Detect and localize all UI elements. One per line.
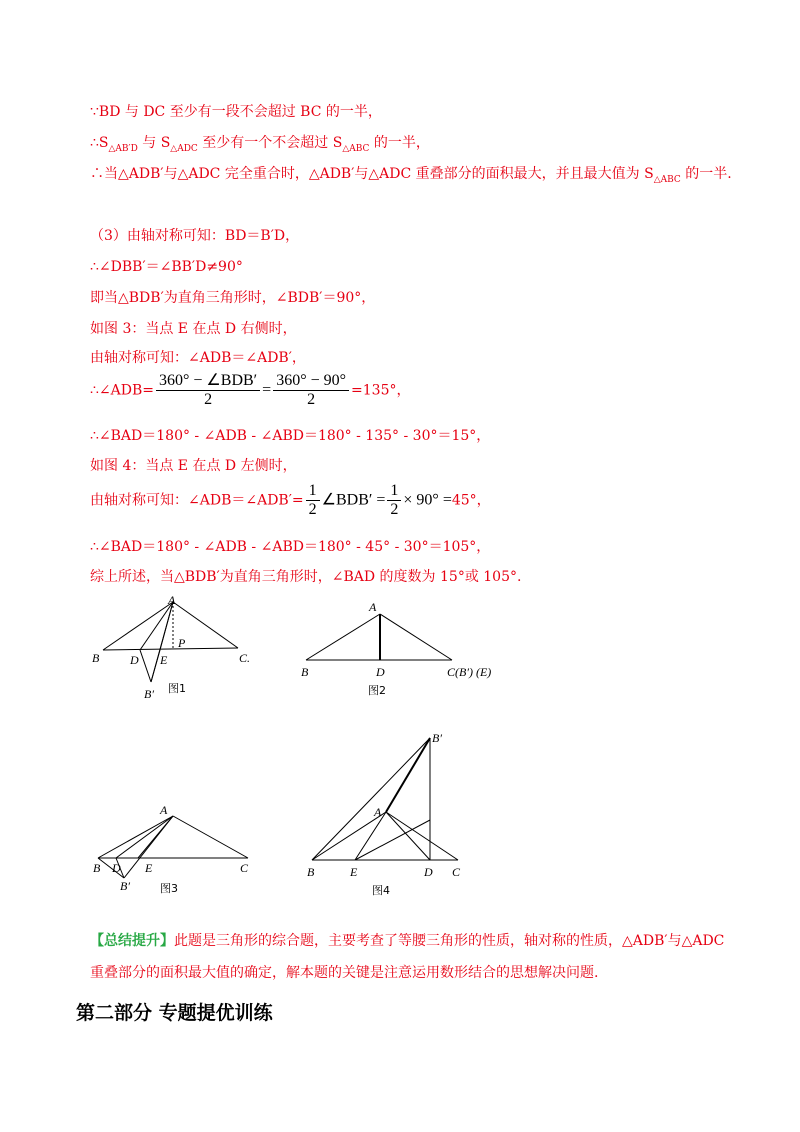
line-9a: ∴∠ADB= — [90, 382, 154, 399]
fig2-caption: 图2 — [368, 684, 386, 697]
fig2-label-B: B — [301, 665, 309, 679]
line-12-end: 45°， — [451, 492, 491, 509]
line-2a: ∴S — [90, 135, 109, 151]
fig4-label-D: D — [424, 865, 433, 879]
fig3-label-C: C — [240, 861, 249, 875]
fraction-1-den: 2 — [204, 391, 213, 408]
line-8: 由轴对称可知：∠ADB＝∠ADB′， — [90, 350, 306, 366]
fraction-3-num: 1 — [306, 482, 320, 501]
line-11: 如图 4：当点 E 在点 D 左侧时， — [90, 458, 297, 474]
line-1: ∵BD 与 DC 至少有一段不会超过 BC 的一半， — [90, 104, 382, 120]
figure-3 — [90, 796, 260, 906]
fig1-label-Bprime: B′ — [144, 687, 154, 701]
line-10: ∴∠BAD＝180° - ∠ADB - ∠ABD＝180° - 135° - 30°＝15°， — [90, 428, 491, 444]
line-2b: △AB′D — [108, 143, 138, 154]
line-12-times: × 90° = — [403, 491, 452, 509]
fraction-4 — [387, 482, 401, 519]
line-6: 即当△BDB′为直角三角形时，∠BDB′＝90°， — [90, 290, 376, 306]
line-3a: ∴当△ADB′与△ADC 完全重合时，△ADB′与△ADC 重叠部分的面积最大，并且最大值为 S — [90, 166, 654, 182]
line-9 — [90, 372, 410, 409]
fraction-4-num: 1 — [387, 482, 401, 501]
fig4-label-Bprime: B′ — [432, 731, 442, 745]
summary-paragraph — [90, 925, 730, 989]
fig1-label-E: E — [160, 653, 168, 667]
fig1-label-D: D — [130, 653, 139, 667]
line-2g: 的一半， — [369, 135, 430, 151]
line-12-mid: ∠BDB′ = — [321, 491, 386, 509]
line-7: 如图 3：当点 E 在点 D 右侧时， — [90, 321, 297, 337]
fraction-4-den: 2 — [390, 501, 399, 518]
fig1-label-B: B — [92, 651, 100, 665]
fraction-1-num: 360° − ∠BDB′ — [156, 372, 260, 391]
section-title: 第二部分 专题提优训练 — [76, 1002, 273, 1024]
fig1-label-A: A — [168, 593, 176, 607]
fraction-2-num: 360° − 90° — [273, 372, 349, 391]
fig1-label-C: C. — [239, 651, 251, 665]
fraction-1 — [156, 372, 260, 409]
line-3b: △ABC — [653, 174, 681, 185]
fig3-label-B: B — [93, 861, 101, 875]
fraction-2-den: 2 — [307, 391, 316, 408]
line-12a: 由轴对称可知：∠ADB＝∠ADB′= — [90, 492, 304, 509]
line-14: 综上所述，当△BDB′为直角三角形时，∠BAD 的度数为 15°或 105°. — [90, 569, 522, 585]
fig2-label-D: D — [376, 665, 385, 679]
line-2 — [90, 132, 430, 154]
fraction-3 — [306, 482, 320, 519]
line-2f: △ABC — [342, 143, 370, 154]
fig3-caption: 图3 — [160, 882, 178, 895]
fig2-label-C: C(B′) (E) — [447, 665, 492, 679]
line-12 — [90, 482, 491, 519]
fig3-label-A: A — [160, 803, 168, 817]
fig4-label-A: A — [374, 805, 382, 819]
fig4-label-C: C — [452, 865, 461, 879]
summary-text: 此题是三角形的综合题，主要考查了等腰三角形的性质，轴对称的性质，△ADB′与△ADC 重叠部分的面积最大值的确定，解本题的关键是注意运用数形结合的思想解决问题. — [90, 933, 725, 981]
figure-1 — [88, 590, 278, 705]
line-2e: 至少有一个不会超过 S — [197, 135, 343, 151]
line-2c: 与 S — [137, 135, 171, 151]
fig3-label-E: E — [145, 861, 153, 875]
fig4-caption: 图4 — [372, 884, 390, 897]
fig3-label-D: D — [112, 861, 121, 875]
fig4-label-B: B — [307, 865, 315, 879]
summary-tag: 【总结提升】 — [90, 933, 174, 949]
line-3 — [90, 163, 732, 185]
line-9-end: =135°， — [351, 382, 411, 399]
fraction-3-den: 2 — [308, 501, 317, 518]
figure-2 — [296, 596, 526, 706]
line-3c: 的一半. — [680, 166, 732, 182]
fig1-label-P: P — [178, 636, 186, 650]
line-5: ∴∠DBB′＝∠BB′D≠90° — [90, 259, 243, 275]
fig2-label-A: A — [369, 600, 377, 614]
figure-4 — [300, 728, 475, 908]
fig3-label-Bprime: B′ — [120, 879, 130, 893]
fig4-label-E: E — [350, 865, 358, 879]
line-4: （3）由轴对称可知：BD＝B′D， — [90, 228, 300, 244]
fig1-caption: 图1 — [168, 682, 186, 695]
line-2d: △ADC — [170, 143, 198, 154]
equals-sign: = — [262, 381, 272, 399]
line-13: ∴∠BAD＝180° - ∠ADB - ∠ABD＝180° - 45° - 30°＝105°， — [90, 539, 491, 555]
fraction-2 — [273, 372, 349, 409]
